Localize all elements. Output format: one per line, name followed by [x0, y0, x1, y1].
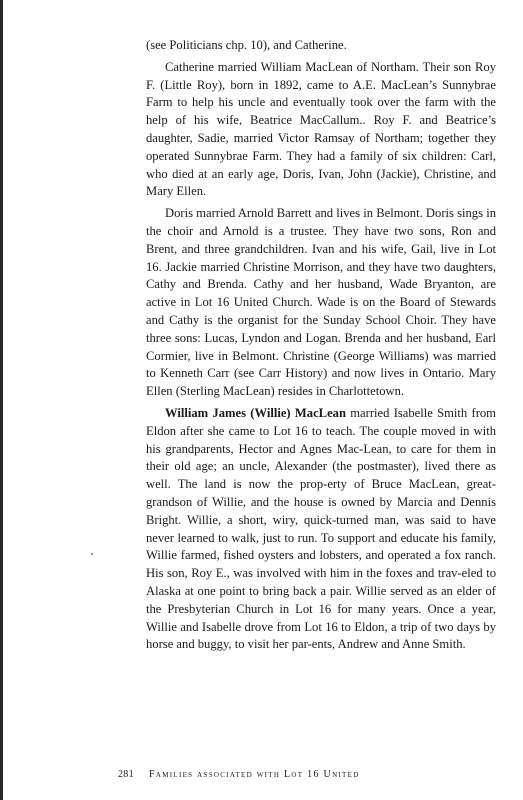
running-title: Families associated with Lot 16 United	[149, 769, 360, 780]
paragraph-doris	[146, 205, 496, 401]
paragraph-text: (see Politicians chp. 10), and Catherine.	[146, 38, 347, 52]
margin-speck	[91, 553, 93, 555]
paragraph-continuation	[146, 37, 496, 55]
paragraph-willie	[146, 405, 496, 654]
page-number: 281	[118, 769, 134, 780]
paragraph-text: Doris married Arnold Barrett and lives in Belmont. Doris sings in the choir and Arnold is a trustee. They have two sons, Ron and Brent, and three grandchildren. Ivan and his wife, Gail, live in Lot 16. Jackie married Christine Morrison, and they have two daughters, Cathy and Brenda. Cathy and her husband, Wade Bryanton, are active in Lot 16 United Church. Wade is on the Board of Stewards and Cathy is the organist for the Sunday School Choir. They have three sons: Lucas, Lyndon and Logan. Brenda and her husband, Earl Cormier, live in Belmont. Christine (George Williams) was married to Kenneth Carr (see Carr History) and now lives in Ontario. Mary Ellen (Sterling MacLean) resides in Charlottetown.	[146, 206, 496, 399]
body-text	[146, 37, 496, 654]
paragraph-text: Catherine married William MacLean of Northam. Their son Roy F. (Little Roy), born in 1892, came to A.E. MacLean’s Sunnybrae Farm to help his uncle and eventually took over the farm with the help of his wife, Beatrice MacCallum.. Roy F. and Beatrice’s daughter, Sadie, married Victor Ramsay of Northam; together they operated Sunnybrae Farm. They had a family of six children: Carl, who died at an early age, Doris, Ivan, John (Jackie), Christine, and Mary Ellen.	[146, 59, 496, 199]
page-footer	[118, 769, 360, 780]
page-binding-edge	[0, 0, 3, 800]
paragraph-catherine	[146, 59, 496, 201]
paragraph-lead-name: William James (Willie) MacLean	[165, 405, 346, 420]
paragraph-text: married Isabelle Smith from Eldon after she came to Lot 16 to teach. The couple moved in with his grandparents, Hector and Agnes Mac-Lean, to care for them in their old age; an uncle, Alexander (the postmaster), lived there as well. The land is now the prop-erty of Bruce MacLean, great-grandson of Willie, and the house is owned by Marcia and Dennis Bright. Willie, a short, wiry, quick-turned man, was said to have never learned to walk, just to run. To support and educate his family, Willie farmed, fished oysters and lobsters, and operated a fox ranch. His son, Roy E., was involved with him in the foxes and trav-eled to Alaska at one point to bring back a pair. Willie served as an elder of the Presbyterian Church in Lot 16 for many years. Once a year, Willie and Isabelle drove from Lot 16 to Eldon, a trip of two days by horse and buggy, to visit her par-ents, Andrew and Anne Smith.	[146, 405, 496, 652]
